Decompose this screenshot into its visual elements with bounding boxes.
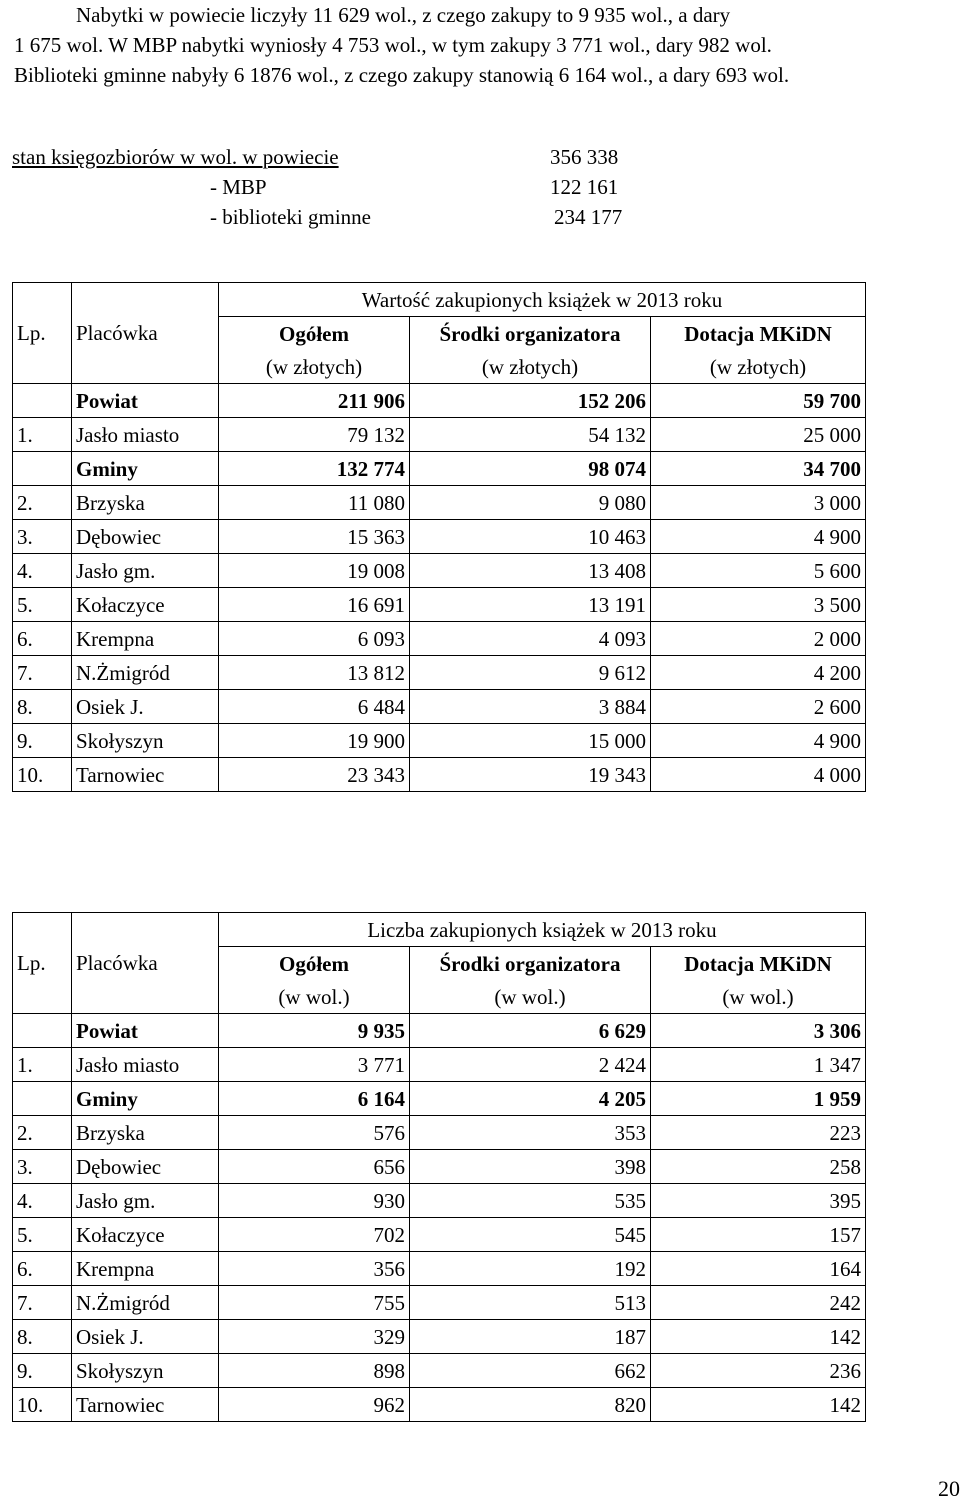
cell-lp: 4. — [13, 554, 72, 588]
table-row — [13, 656, 866, 690]
table-unit-row — [13, 980, 866, 1014]
unit-ogolem: (w złotych) — [219, 350, 410, 384]
table-row — [13, 384, 866, 418]
table-row — [13, 486, 866, 520]
cell-dotacja: 236 — [651, 1354, 866, 1388]
purchase-value-table — [12, 282, 866, 792]
cell-dotacja: 258 — [651, 1150, 866, 1184]
stats-row-mbp — [12, 172, 712, 202]
header-ogolem: Ogółem — [219, 317, 410, 351]
cell-lp: 2. — [13, 1116, 72, 1150]
header-lp: Lp. — [13, 317, 72, 351]
cell-placowka: Krempna — [72, 1252, 219, 1286]
cell-lp: 6. — [13, 1252, 72, 1286]
header-ogolem: Ogółem — [219, 947, 410, 981]
cell-placowka: Brzyska — [72, 486, 219, 520]
table-unit-row — [13, 350, 866, 384]
cell-dotacja: 25 000 — [651, 418, 866, 452]
cell-ogolem: 13 812 — [219, 656, 410, 690]
table-title: Wartość zakupionych książek w 2013 roku — [219, 283, 866, 317]
cell-placowka: Osiek J. — [72, 1320, 219, 1354]
cell-lp: 1. — [13, 1048, 72, 1082]
table-row — [13, 1286, 866, 1320]
cell-dotacja: 4 000 — [651, 758, 866, 792]
cell-srodki: 662 — [410, 1354, 651, 1388]
cell-lp: 8. — [13, 1320, 72, 1354]
header-dotacja: Dotacja MKiDN — [651, 317, 866, 351]
stats-row-total — [12, 142, 712, 172]
cell-lp: 8. — [13, 690, 72, 724]
cell-ogolem: 6 093 — [219, 622, 410, 656]
cell-ogolem: 930 — [219, 1184, 410, 1218]
cell-ogolem: 6 484 — [219, 690, 410, 724]
cell-placowka: Tarnowiec — [72, 1388, 219, 1422]
table-title-row — [13, 913, 866, 947]
cell-srodki: 6 629 — [410, 1014, 651, 1048]
cell-placowka: Skołyszyn — [72, 724, 219, 758]
stats-row-gminy — [12, 202, 712, 232]
table-row — [13, 554, 866, 588]
cell-ogolem: 356 — [219, 1252, 410, 1286]
stats-label-mbp: - MBP — [210, 175, 267, 199]
cell-lp: 7. — [13, 656, 72, 690]
cell-ogolem: 898 — [219, 1354, 410, 1388]
cell-dotacja: 395 — [651, 1184, 866, 1218]
cell-ogolem: 9 935 — [219, 1014, 410, 1048]
table-row — [13, 690, 866, 724]
page-number: 20 — [938, 1476, 960, 1501]
cell-dotacja: 142 — [651, 1388, 866, 1422]
cell-dotacja: 2 600 — [651, 690, 866, 724]
cell-placowka: Dębowiec — [72, 1150, 219, 1184]
cell-lp — [13, 1082, 72, 1116]
cell-placowka: N.Żmigród — [72, 1286, 219, 1320]
cell-placowka: Skołyszyn — [72, 1354, 219, 1388]
cell-ogolem: 755 — [219, 1286, 410, 1320]
cell-lp: 1. — [13, 418, 72, 452]
cell-ogolem: 211 906 — [219, 384, 410, 418]
cell-ogolem: 15 363 — [219, 520, 410, 554]
cell-dotacja: 3 500 — [651, 588, 866, 622]
cell-ogolem: 16 691 — [219, 588, 410, 622]
stats-value-total: 356 338 — [550, 145, 619, 169]
cell-srodki: 15 000 — [410, 724, 651, 758]
table-row — [13, 758, 866, 792]
table-row — [13, 1388, 866, 1422]
table-row — [13, 1048, 866, 1082]
cell-dotacja: 164 — [651, 1252, 866, 1286]
cell-dotacja: 1 959 — [651, 1082, 866, 1116]
intro-line-3: Biblioteki gminne nabyły 6 1876 wol., z czego zakupy stanowią 6 164 wol., a dary 693 wol. — [14, 63, 790, 87]
table-row — [13, 418, 866, 452]
cell-srodki: 13 408 — [410, 554, 651, 588]
cell-lp — [13, 452, 72, 486]
table-row — [13, 724, 866, 758]
cell-srodki: 187 — [410, 1320, 651, 1354]
cell-dotacja: 157 — [651, 1218, 866, 1252]
cell-dotacja: 242 — [651, 1286, 866, 1320]
cell-dotacja: 1 347 — [651, 1048, 866, 1082]
cell-dotacja: 4 200 — [651, 656, 866, 690]
table-row — [13, 1116, 866, 1150]
cell-dotacja: 223 — [651, 1116, 866, 1150]
cell-ogolem: 702 — [219, 1218, 410, 1252]
cell-lp: 2. — [13, 486, 72, 520]
cell-dotacja: 3 306 — [651, 1014, 866, 1048]
cell-srodki: 19 343 — [410, 758, 651, 792]
cell-placowka: Dębowiec — [72, 520, 219, 554]
cell-dotacja: 2 000 — [651, 622, 866, 656]
stats-label-total: stan księgozbiorów w wol. w powiecie — [12, 145, 339, 169]
cell-dotacja: 3 000 — [651, 486, 866, 520]
cell-lp: 10. — [13, 1388, 72, 1422]
cell-lp: 6. — [13, 622, 72, 656]
table-row — [13, 1218, 866, 1252]
table-row — [13, 1320, 866, 1354]
cell-srodki: 192 — [410, 1252, 651, 1286]
cell-srodki: 54 132 — [410, 418, 651, 452]
cell-srodki: 545 — [410, 1218, 651, 1252]
header-lp: Lp. — [13, 947, 72, 981]
cell-dotacja: 4 900 — [651, 520, 866, 554]
stats-value-mbp: 122 161 — [550, 175, 619, 199]
cell-placowka: Jasło gm. — [72, 554, 219, 588]
header-dotacja: Dotacja MKiDN — [651, 947, 866, 981]
cell-lp: 3. — [13, 1150, 72, 1184]
cell-srodki: 2 424 — [410, 1048, 651, 1082]
cell-ogolem: 19 008 — [219, 554, 410, 588]
table-row — [13, 1184, 866, 1218]
stats-label-gminy: - biblioteki gminne — [210, 205, 371, 229]
intro-paragraph — [14, 0, 946, 90]
cell-ogolem: 79 132 — [219, 418, 410, 452]
cell-ogolem: 329 — [219, 1320, 410, 1354]
cell-placowka: Powiat — [72, 384, 219, 418]
table-row — [13, 588, 866, 622]
unit-srodki: (w złotych) — [410, 350, 651, 384]
unit-dotacja: (w złotych) — [651, 350, 866, 384]
cell-lp: 9. — [13, 1354, 72, 1388]
cell-placowka: Osiek J. — [72, 690, 219, 724]
table-title-row — [13, 283, 866, 317]
cell-lp — [13, 1014, 72, 1048]
table-row — [13, 1014, 866, 1048]
table-row — [13, 1252, 866, 1286]
cell-ogolem: 962 — [219, 1388, 410, 1422]
cell-lp: 5. — [13, 1218, 72, 1252]
header-srodki: Środki organizatora — [410, 947, 651, 981]
collection-stats — [12, 142, 712, 232]
cell-ogolem: 6 164 — [219, 1082, 410, 1116]
purchase-count-table — [12, 912, 866, 1422]
table-row — [13, 1082, 866, 1116]
cell-lp: 7. — [13, 1286, 72, 1320]
cell-lp: 5. — [13, 588, 72, 622]
cell-srodki: 4 205 — [410, 1082, 651, 1116]
cell-srodki: 820 — [410, 1388, 651, 1422]
cell-placowka: Gminy — [72, 452, 219, 486]
cell-placowka: N.Żmigród — [72, 656, 219, 690]
cell-srodki: 3 884 — [410, 690, 651, 724]
cell-ogolem: 3 771 — [219, 1048, 410, 1082]
table-row — [13, 1354, 866, 1388]
cell-ogolem: 656 — [219, 1150, 410, 1184]
cell-srodki: 98 074 — [410, 452, 651, 486]
table-row — [13, 1150, 866, 1184]
cell-placowka: Jasło miasto — [72, 418, 219, 452]
unit-ogolem: (w wol.) — [219, 980, 410, 1014]
cell-ogolem: 11 080 — [219, 486, 410, 520]
intro-line-2: 1 675 wol. W MBP nabytki wyniosły 4 753 wol., w tym zakupy 3 771 wol., dary 982 wol. — [14, 33, 772, 57]
cell-placowka: Tarnowiec — [72, 758, 219, 792]
table-row — [13, 622, 866, 656]
header-placowka: Placówka — [72, 947, 219, 981]
cell-dotacja: 5 600 — [651, 554, 866, 588]
cell-lp — [13, 384, 72, 418]
cell-placowka: Krempna — [72, 622, 219, 656]
cell-srodki: 10 463 — [410, 520, 651, 554]
unit-dotacja: (w wol.) — [651, 980, 866, 1014]
cell-dotacja: 142 — [651, 1320, 866, 1354]
table-header-row — [13, 947, 866, 981]
stats-value-gminy: 234 177 — [554, 205, 623, 229]
cell-placowka: Kołaczyce — [72, 588, 219, 622]
cell-ogolem: 23 343 — [219, 758, 410, 792]
table-title: Liczba zakupionych książek w 2013 roku — [219, 913, 866, 947]
unit-srodki: (w wol.) — [410, 980, 651, 1014]
cell-srodki: 13 191 — [410, 588, 651, 622]
cell-srodki: 9 612 — [410, 656, 651, 690]
cell-dotacja: 59 700 — [651, 384, 866, 418]
cell-lp: 10. — [13, 758, 72, 792]
cell-srodki: 152 206 — [410, 384, 651, 418]
cell-lp: 9. — [13, 724, 72, 758]
cell-lp: 4. — [13, 1184, 72, 1218]
cell-ogolem: 19 900 — [219, 724, 410, 758]
table-row — [13, 520, 866, 554]
cell-srodki: 535 — [410, 1184, 651, 1218]
cell-placowka: Brzyska — [72, 1116, 219, 1150]
cell-placowka: Powiat — [72, 1014, 219, 1048]
cell-placowka: Jasło gm. — [72, 1184, 219, 1218]
cell-ogolem: 132 774 — [219, 452, 410, 486]
cell-srodki: 353 — [410, 1116, 651, 1150]
cell-srodki: 9 080 — [410, 486, 651, 520]
cell-ogolem: 576 — [219, 1116, 410, 1150]
cell-placowka: Kołaczyce — [72, 1218, 219, 1252]
cell-placowka: Jasło miasto — [72, 1048, 219, 1082]
header-srodki: Środki organizatora — [410, 317, 651, 351]
intro-line-1: Nabytki w powiecie liczyły 11 629 wol., z czego zakupy to 9 935 wol., a dary — [76, 3, 731, 27]
cell-srodki: 4 093 — [410, 622, 651, 656]
cell-lp: 3. — [13, 520, 72, 554]
header-placowka: Placówka — [72, 317, 219, 351]
cell-srodki: 398 — [410, 1150, 651, 1184]
cell-placowka: Gminy — [72, 1082, 219, 1116]
cell-dotacja: 4 900 — [651, 724, 866, 758]
cell-srodki: 513 — [410, 1286, 651, 1320]
table-row — [13, 452, 866, 486]
cell-dotacja: 34 700 — [651, 452, 866, 486]
table-header-row — [13, 317, 866, 351]
